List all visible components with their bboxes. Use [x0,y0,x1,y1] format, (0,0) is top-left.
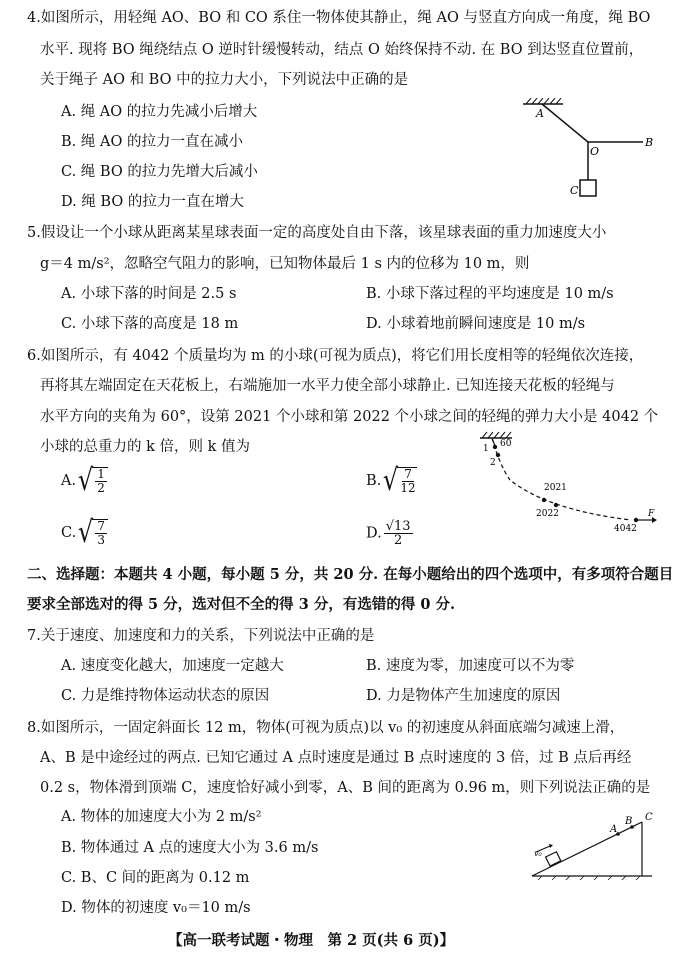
q8-stem-line2: A、B 是中途经过的两点. 已知它通过 A 点时速度是通过 B 点时速度的 3 倍，过 B 点后再经 [40,750,632,766]
q7-option-b: B. 速度为零，加速度可以不为零 [366,658,575,674]
ball-1 [493,445,497,449]
block [546,852,561,866]
q4-option-a: A. 绳 AO 的拉力先减小后增大 [61,104,258,120]
q4-option-d: D. 绳 BO 的拉力一直在增大 [61,194,244,210]
q8-figure-incline [530,808,658,884]
section2-heading-line1: 二、选择题：本题共 4 小题，每小题 5 分，共 20 分. 在每小题给出的四个选项中，有多项符合题目 [27,566,674,583]
q6-stem-line2: 再将其左端固定在天花板上，右端施加一水平力使全部小球静止. 已知连接天花板的轻绳与 [40,378,615,394]
label-o: O [590,145,600,158]
q7-option-a: A. 速度变化越大，加速度一定越大 [61,658,284,674]
ball-label-1: 1 [483,444,489,454]
q6-option-c: C. √ $\frac{7}{3}$ [61,518,108,548]
q4-option-b: B. 绳 AO 的拉力一直在减小 [61,134,243,150]
q5-option-d: D. 小球着地前瞬间速度是 10 m/s [366,316,586,332]
q8-option-a: A. 物体的加速度大小为 2 m/s² [61,809,262,825]
label-c: C [570,184,579,197]
section2-heading-line2: 要求全部选对的得 5 分，选对但不全的得 3 分，有选错的得 0 分. [27,596,456,613]
q8-option-c: C. B、C 间的距离为 0.12 m [61,870,250,886]
q5-stem-line1: 5.假设让一个小球从距离某星球表面一定的高度处自由下落，该星球表面的重力加速度大小 [27,225,607,241]
label-a: A [610,824,618,835]
slope-surface [532,822,642,876]
q6-figure-ball-chain [476,430,658,532]
chain-curve [492,438,631,520]
ball-2 [496,453,500,457]
label-b: B [645,136,654,149]
ball-label-2021: 2021 [544,483,567,493]
ball-4042 [634,518,638,522]
q7-stem: 7.关于速度、加速度和力的关系，下列说法中正确的是 [27,628,375,644]
angle-label: 60 [500,439,512,449]
ball-2021 [542,498,546,502]
q6-option-a: A. √ $\frac{1}{2}$ [61,466,108,496]
hanging-mass [580,180,596,196]
label-b: B [625,816,633,827]
q6-stem-line3: 水平方向的夹角为 60°，设第 2021 个小球和第 2022 个小球之间的轻绳的弹力大小是 4042 个 [40,409,659,425]
q6-stem-line4: 小球的总重力的 k 倍，则 k 值为 [40,439,251,455]
ball-label-2022: 2022 [536,509,559,519]
q4-option-c: C. 绳 BO 的拉力先增大后减小 [61,164,258,180]
q8-stem-line3: 0.2 s，物体滑到顶端 C，速度恰好减小到零，A、B 间的距离为 0.96 m，则下列说法正确的是 [40,780,651,796]
q8-option-d: D. 物体的初速度 v₀＝10 m/s [61,900,251,916]
q8-option-b: B. 物体通过 A 点的速度大小为 3.6 m/s [61,840,319,856]
q5-option-a: A. 小球下落的时间是 2.5 s [61,286,237,302]
q4-stem-line3: 关于绳子 AO 和 BO 中的拉力大小，下列说法中正确的是 [40,72,409,88]
q6-option-b: B. √ $\frac{7}{12}$ [366,463,416,498]
force-label: F [648,509,655,519]
ball-2022 [554,503,558,507]
q6-option-d: D. $\frac{√13}{2}$ [366,519,411,548]
q6-stem-line1: 6.如图所示，有 4042 个质量均为 m 的小球(可视为质点)，将它们用长度相等的轻绳依次连接， [27,348,644,364]
label-v0: v₀ [534,849,542,858]
q7-option-c: C. 力是维持物体运动状态的原因 [61,688,270,704]
ball-label-4042: 4042 [614,524,637,532]
q4-stem-line1: 4.如图所示，用轻绳 AO、BO 和 CO 系住一物体使其静止，绳 AO 与竖直方向成一角度，绳 BO [27,10,651,26]
q5-option-b: B. 小球下落过程的平均速度是 10 m/s [366,286,614,302]
label-c: C [645,812,653,823]
rope-ao [542,104,588,142]
q7-option-d: D. 力是物体产生加速度的原因 [366,688,561,704]
ball-label-2: 2 [490,458,496,468]
q5-option-c: C. 小球下落的高度是 18 m [61,316,239,332]
label-a: A [536,107,544,120]
q5-stem-line2: g＝4 m/s²，忽略空气阻力的影响，已知物体最后 1 s 内的位移为 10 m，则 [40,256,530,272]
q4-figure-ropes [518,98,658,200]
page-footer: 【高一联考试题・物理 第 2 页(共 6 页)】 [168,932,455,949]
q4-stem-line2: 水平. 现将 BO 绳绕结点 O 逆时针缓慢转动，结点 O 始终保持不动. 在 BO 到达竖直位置前， [40,42,644,58]
q8-stem-line1: 8.如图所示，一固定斜面长 12 m，物体(可视为质点)以 v₀ 的初速度从斜面底端匀减速上滑， [27,720,625,736]
